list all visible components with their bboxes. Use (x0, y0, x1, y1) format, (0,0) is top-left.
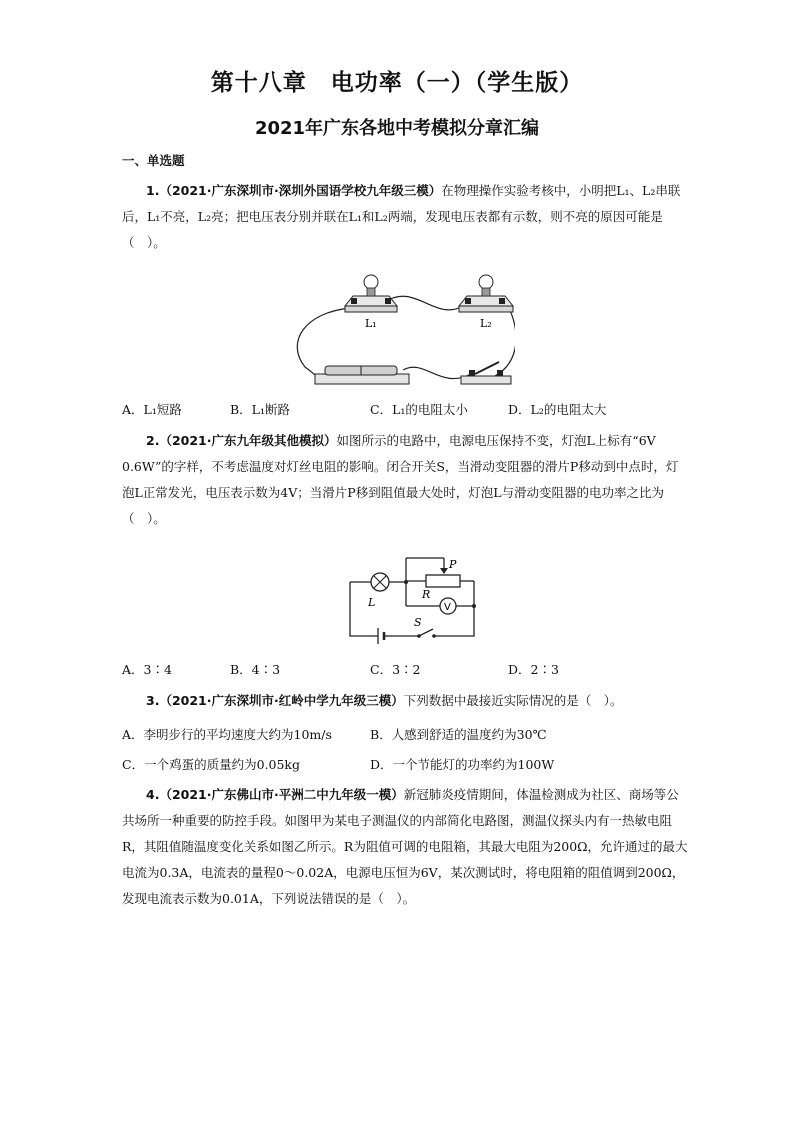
page-title: 第十八章 电功率（一）（学生版） (210, 70, 584, 96)
question-1-text: 在物理操作实验考核中，小明把L₁、L₂串联后，L₁不亮，L₂亮；把电压表分别并联在L₁和L₂两端，发现电压表都有示数，则不亮的原因可能是（ ）。 (122, 183, 681, 250)
question-3-source: 3.（2021·广东深圳市·红岭中学九年级三模） (146, 693, 404, 708)
question-1-options (122, 400, 692, 420)
page-subtitle: 2021年广东各地中考模拟分章汇编 (254, 118, 540, 139)
question-4-text: 新冠肺炎疫情期间，体温检测成为社区、商场等公共场所一种重要的防控手段。如图甲为某电子测温仪的内部简化电路图，测温仪探头内有一热敏电阻R，其阻值随温度变化关系如图乙所示。R为阻值可调的电阻箱，其最大电阻为200Ω，允许通过的最大电流为0.3A，电流表的量程0～0.02A，电源电压恒为6V，某次测试时，将电阻箱的阻值调到200Ω，发现电流表示数为0.01A，下列说法错误的是（ ）。 (122, 787, 688, 906)
option-c[interactable]: C．L₁的电阻太小 (370, 402, 468, 417)
question-1 (122, 178, 690, 256)
option-d[interactable]: D．L₂的电阻太大 (508, 402, 607, 417)
option-d[interactable]: D．2∶3 (508, 662, 559, 677)
question-2 (122, 428, 690, 532)
question-1-source: 1.（2021·广东深圳市·深圳外国语学校九年级三模） (146, 183, 442, 198)
label-slider-p: P (449, 558, 457, 571)
label-lamp: L (368, 596, 376, 609)
question-2-text: 如图所示的电路中，电源电压保持不变，灯泡L上标有“6V 0.6W”的字样，不考虑温度对灯丝电阻的影响。闭合开关S，当滑动变阻器的滑片P移动到中点时，灯泡L正常发光，电压表示数为4V；当滑片P移到阻值最大处时，灯泡L与滑动变阻器的电功率之比为（ ）。 (122, 433, 679, 526)
label-rheostat: R (422, 588, 431, 601)
question-3-text: 下列数据中最接近实际情况的是（ ）。 (403, 693, 623, 708)
option-c[interactable]: C．3∶2 (370, 662, 421, 677)
question-3-options-row-1 (122, 725, 692, 745)
option-b[interactable]: B．L₁断路 (230, 402, 290, 417)
question-3-options-row-2 (122, 755, 692, 775)
option-d[interactable]: D．一个节能灯的功率约为100W (370, 757, 555, 772)
question-4 (122, 782, 690, 912)
section-heading: 一、单选题 (122, 153, 185, 168)
label-voltmeter: V (444, 602, 451, 613)
label-switch: S (414, 616, 422, 629)
question-3 (122, 688, 690, 714)
label-l1: L₁ (365, 317, 377, 330)
option-a[interactable]: A．L₁短路 (122, 402, 182, 417)
option-c[interactable]: C．一个鸡蛋的质量约为0.05kg (122, 757, 300, 772)
series-circuit-figure (285, 272, 515, 392)
option-b[interactable]: B．人感到舒适的温度约为30℃ (370, 727, 547, 742)
option-b[interactable]: B．4∶3 (230, 662, 281, 677)
slider-circuit-figure (330, 552, 490, 647)
option-a[interactable]: A．李明步行的平均速度大约为10m/s (122, 727, 332, 742)
question-4-source: 4.（2021·广东佛山市·平洲二中九年级一模） (146, 787, 404, 802)
label-l2: L₂ (480, 317, 492, 330)
option-a[interactable]: A．3∶4 (122, 662, 172, 677)
question-2-source: 2.（2021·广东九年级其他模拟） (146, 433, 337, 448)
question-2-options (122, 660, 692, 680)
